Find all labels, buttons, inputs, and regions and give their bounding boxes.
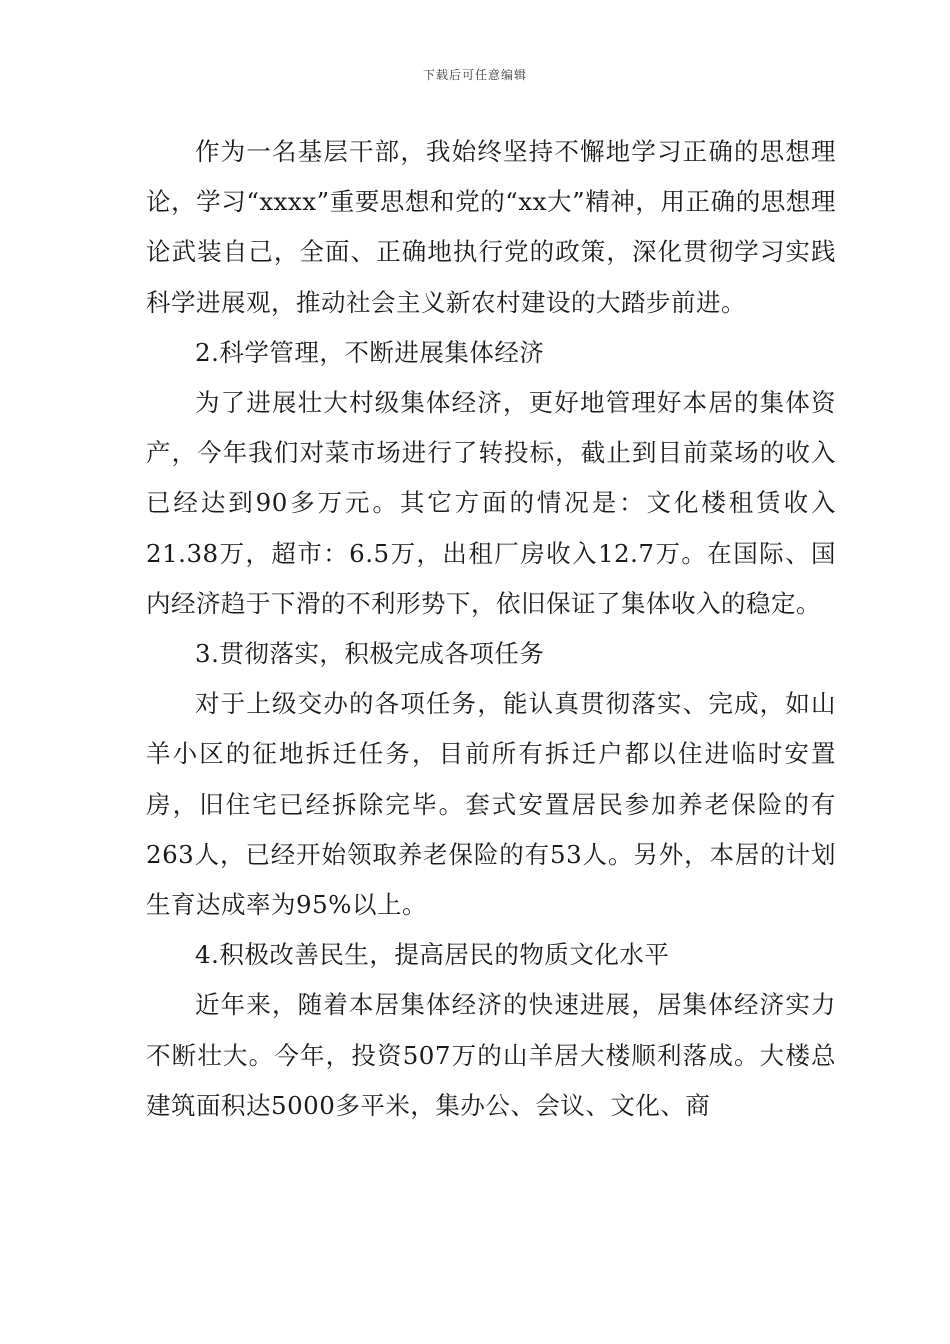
section-heading-3: 3.贯彻落实，积极完成各项任务 [195, 639, 545, 669]
paragraph-tasks: 对于上级交办的各项任务，能认真贯彻落实、完成，如山羊小区的征地拆迁任务，目前所有拆迁户都以住进临时安置房，旧住宅已经拆除完毕。套式安置居民参加养老保险的有263人，已经开始领取养老保险的有53人。另外，本居的计划生育达成率为95%以上。 [146, 689, 836, 920]
paragraph-livelihood: 近年来，随着本居集体经济的快速进展，居集体经济实力不断壮大。今年，投资507万的山羊居大楼顺利落成。大楼总建筑面积达5000多平米，集办公、会议、文化、商 [146, 990, 836, 1120]
section-heading-4: 4.积极改善民生，提高居民的物质文化水平 [195, 940, 670, 970]
paragraph-political-study: 作为一名基层干部，我始终坚持不懈地学习正确的思想理论，学习“xxxx”重要思想和党的“xx大”精神，用正确的思想理论武装自己，全面、正确地执行党的政策，深化贯彻学习实践科学进展观，推动社会主义新农村建设的大踏步前进。 [146, 137, 836, 317]
header-note: 下载后可任意编辑 [422, 68, 527, 82]
section-heading-2: 2.科学管理，不断进展集体经济 [195, 337, 545, 367]
paragraph-collective-economy: 为了进展壮大村级集体经济，更好地管理好本居的集体资产，今年我们对菜市场进行了转投标，截止到目前菜场的收入已经达到90多万元。其它方面的情况是：文化楼租赁收入21.38万，超市：6.5万，出租厂房收入12.7万。在国际、国内经济趋于下滑的不利形势下，依旧保证了集体收入的稳定。 [146, 388, 836, 618]
document-body [146, 127, 836, 1131]
